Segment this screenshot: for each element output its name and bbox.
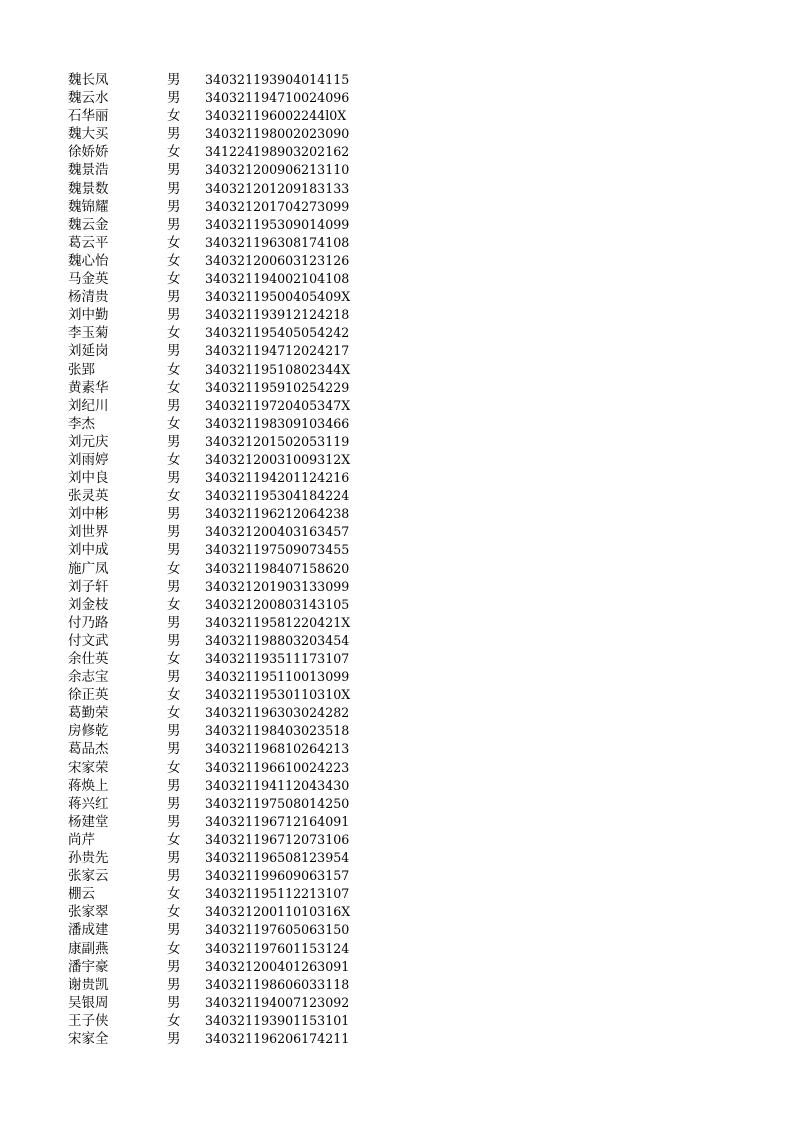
id-number: 340321193901153101 (205, 1012, 350, 1028)
person-gender: 女 (167, 108, 181, 125)
person-name: 魏景浩 (68, 162, 109, 179)
id-number: 340321196712164091 (205, 813, 350, 829)
person-name: 谢贵凯 (68, 976, 109, 993)
person-gender: 男 (167, 741, 181, 758)
id-number: 340321195309014099 (205, 216, 350, 232)
id-number: 340321200803143105 (205, 596, 350, 612)
table-row (0, 795, 793, 813)
person-name: 付乃路 (68, 614, 109, 631)
table-row (0, 487, 793, 505)
person-gender: 男 (167, 506, 181, 523)
id-number: 340321194712024217 (205, 343, 350, 359)
person-name: 徐娇娇 (68, 144, 109, 161)
person-gender: 男 (167, 126, 181, 143)
table-row (0, 71, 793, 89)
person-name: 葛勤荣 (68, 705, 109, 722)
id-number: 340321195910254229 (205, 379, 350, 395)
person-name: 魏景数 (68, 180, 109, 197)
person-gender: 男 (167, 180, 181, 197)
id-number: 340321196508123954 (205, 850, 350, 866)
table-row (0, 1012, 793, 1030)
person-gender: 男 (167, 868, 181, 885)
person-name: 刘中成 (68, 542, 109, 559)
person-name: 付文武 (68, 632, 109, 649)
id-number: 340321201502053119 (205, 433, 350, 449)
table-row (0, 306, 793, 324)
person-name: 宋家荣 (68, 759, 109, 776)
table-row (0, 216, 793, 234)
table-row (0, 252, 793, 270)
person-name: 刘金枝 (68, 596, 109, 613)
person-gender: 男 (167, 1030, 181, 1047)
table-row (0, 903, 793, 921)
id-number: 340321195405054242 (205, 325, 350, 341)
person-gender: 男 (167, 343, 181, 360)
table-row (0, 704, 793, 722)
person-gender: 女 (167, 886, 181, 903)
table-row (0, 379, 793, 397)
table-row (0, 125, 793, 143)
person-name: 刘中良 (68, 470, 109, 487)
person-gender: 女 (167, 144, 181, 161)
person-name: 魏云水 (68, 90, 109, 107)
id-number: 34032119510802344X (205, 361, 351, 377)
table-row (0, 668, 793, 686)
roster-table (0, 71, 793, 1048)
person-gender: 女 (167, 234, 181, 251)
person-gender: 男 (167, 850, 181, 867)
person-gender: 男 (167, 470, 181, 487)
person-gender: 男 (167, 162, 181, 179)
person-name: 刘世界 (68, 524, 109, 541)
id-number: 340321198309103466 (205, 415, 350, 431)
person-name: 李杰 (68, 415, 95, 432)
person-name: 尚芹 (68, 831, 95, 848)
table-row (0, 288, 793, 306)
person-name: 葛品杰 (68, 741, 109, 758)
person-gender: 女 (167, 325, 181, 342)
person-gender: 女 (167, 488, 181, 505)
table-row (0, 722, 793, 740)
table-row (0, 505, 793, 523)
person-gender: 女 (167, 831, 181, 848)
table-row (0, 867, 793, 885)
person-gender: 男 (167, 669, 181, 686)
id-number: 340321198606033118 (205, 976, 350, 992)
id-number: 34032120011010316X (205, 904, 351, 920)
person-name: 石华丽 (68, 108, 109, 125)
person-gender: 男 (167, 994, 181, 1011)
id-number: 340321195112213107 (205, 886, 350, 902)
table-row (0, 324, 793, 342)
person-name: 张郢 (68, 361, 95, 378)
table-row (0, 560, 793, 578)
id-number: 34032119720405347X (205, 397, 351, 413)
person-name: 刘元庆 (68, 433, 109, 450)
person-name: 蒋兴红 (68, 795, 109, 812)
person-gender: 男 (167, 307, 181, 324)
table-row (0, 849, 793, 867)
person-gender: 男 (167, 976, 181, 993)
person-gender: 男 (167, 632, 181, 649)
person-name: 魏大买 (68, 126, 109, 143)
person-gender: 女 (167, 904, 181, 921)
table-row (0, 415, 793, 433)
person-name: 棚云 (68, 886, 95, 903)
table-row (0, 813, 793, 831)
person-name: 魏长凤 (68, 72, 109, 88)
person-name: 王子侠 (68, 1012, 109, 1029)
id-number: 340321196212064238 (205, 506, 350, 522)
table-row (0, 994, 793, 1012)
id-number: 340321198002023090 (205, 126, 350, 142)
person-name: 宋家全 (68, 1030, 109, 1047)
person-gender: 男 (167, 433, 181, 450)
table-row (0, 1030, 793, 1048)
table-row (0, 596, 793, 614)
id-number: 340321196712073106 (205, 831, 350, 847)
person-name: 蒋焕上 (68, 777, 109, 794)
table-row (0, 976, 793, 994)
id-number: 340321193912124218 (205, 307, 350, 323)
table-row (0, 89, 793, 107)
person-gender: 女 (167, 1012, 181, 1029)
table-row (0, 740, 793, 758)
person-gender: 男 (167, 578, 181, 595)
table-row (0, 180, 793, 198)
table-row (0, 107, 793, 125)
id-number: 340321197605063150 (205, 922, 350, 938)
person-gender: 女 (167, 451, 181, 468)
table-row (0, 397, 793, 415)
person-name: 杨清贵 (68, 289, 109, 306)
id-number: 340321194007123092 (205, 994, 350, 1010)
table-row (0, 143, 793, 161)
id-number: 340321194710024096 (205, 90, 350, 106)
table-row (0, 614, 793, 632)
person-name: 潘宇豪 (68, 958, 109, 975)
person-gender: 男 (167, 216, 181, 233)
table-row (0, 161, 793, 179)
person-name: 黄素华 (68, 379, 109, 396)
table-row (0, 831, 793, 849)
person-name: 刘雨婷 (68, 451, 109, 468)
id-number: 340321198403023518 (205, 723, 350, 739)
person-gender: 男 (167, 397, 181, 414)
id-number: 340321199609063157 (205, 868, 350, 884)
person-gender: 男 (167, 958, 181, 975)
id-number: 340321197508014250 (205, 795, 350, 811)
person-name: 张灵英 (68, 488, 109, 505)
person-gender: 男 (167, 614, 181, 631)
person-gender: 女 (167, 687, 181, 704)
person-gender: 女 (167, 759, 181, 776)
table-row (0, 921, 793, 939)
id-number: 34032120031009312X (205, 451, 351, 467)
person-gender: 男 (167, 777, 181, 794)
table-row (0, 759, 793, 777)
id-number: 340321200906213110 (205, 162, 350, 178)
id-number: 340321198407158620 (205, 560, 350, 576)
person-gender: 男 (167, 72, 181, 88)
table-row (0, 433, 793, 451)
table-row (0, 451, 793, 469)
table-row (0, 541, 793, 559)
id-number: 340321196308174108 (205, 234, 350, 250)
id-number: 340321193511173107 (205, 651, 350, 666)
person-name: 余仕英 (68, 651, 109, 667)
table-row (0, 198, 793, 216)
id-number: 340321196002244l0X (205, 108, 347, 124)
person-gender: 男 (167, 524, 181, 541)
person-name: 张家翠 (68, 904, 109, 921)
id-number: 340321200401263091 (205, 958, 350, 974)
table-row (0, 469, 793, 487)
person-name: 刘子轩 (68, 578, 109, 595)
person-gender: 男 (167, 198, 181, 215)
person-name: 马金英 (68, 271, 109, 288)
table-row (0, 777, 793, 795)
person-gender: 男 (167, 542, 181, 559)
table-row (0, 885, 793, 903)
id-number: 34032119581220421X (205, 614, 351, 630)
table-row (0, 234, 793, 252)
id-number: 340321194002104108 (205, 271, 350, 287)
table-row (0, 940, 793, 958)
person-name: 吴银周 (68, 994, 109, 1011)
table-row (0, 650, 793, 668)
id-number: 340321196810264213 (205, 741, 350, 757)
id-number: 340321196303024282 (205, 705, 350, 721)
person-gender: 女 (167, 705, 181, 722)
id-number: 34032119530110310X (205, 687, 351, 703)
table-row (0, 270, 793, 288)
person-gender: 男 (167, 723, 181, 740)
id-number: 340321196206174211 (205, 1030, 350, 1046)
person-gender: 女 (167, 361, 181, 378)
person-name: 康副燕 (68, 940, 109, 957)
person-gender: 女 (167, 415, 181, 432)
person-name: 房修乾 (68, 723, 109, 740)
table-row (0, 342, 793, 360)
table-row (0, 578, 793, 596)
person-gender: 男 (167, 795, 181, 812)
person-name: 张家云 (68, 868, 109, 885)
person-gender: 女 (167, 940, 181, 957)
id-number: 340321197601153124 (205, 940, 350, 956)
person-name: 刘纪川 (68, 397, 109, 414)
id-number: 340321198803203454 (205, 632, 350, 648)
table-row (0, 523, 793, 541)
id-number: 340321193904014115 (205, 72, 350, 87)
id-number: 340321201209183133 (205, 180, 350, 196)
id-number: 340321195304184224 (205, 488, 350, 504)
id-number: 340321201903133099 (205, 578, 350, 594)
person-gender: 女 (167, 560, 181, 577)
person-name: 魏锦耀 (68, 198, 109, 215)
id-number: 340321196610024223 (205, 759, 350, 775)
person-name: 潘成建 (68, 922, 109, 939)
person-gender: 男 (167, 813, 181, 830)
table-row (0, 686, 793, 704)
table-row (0, 632, 793, 650)
id-number: 340321194112043430 (205, 777, 350, 793)
person-name: 刘中勤 (68, 307, 109, 324)
person-gender: 女 (167, 651, 181, 667)
person-gender: 男 (167, 922, 181, 939)
id-number: 34032119500405409X (205, 289, 351, 305)
person-gender: 男 (167, 289, 181, 306)
person-name: 孙贵先 (68, 850, 109, 867)
person-name: 葛云平 (68, 234, 109, 251)
person-name: 刘延岗 (68, 343, 109, 360)
person-gender: 女 (167, 252, 181, 269)
table-row (0, 958, 793, 976)
person-name: 李玉菊 (68, 325, 109, 342)
person-gender: 女 (167, 271, 181, 288)
person-name: 魏心怡 (68, 252, 109, 269)
id-number: 340321195110013099 (205, 669, 350, 685)
id-number: 340321197509073455 (205, 542, 350, 558)
id-number: 341224198903202162 (205, 144, 350, 160)
person-name: 魏云金 (68, 216, 109, 233)
id-number: 340321200403163457 (205, 524, 350, 540)
person-name: 徐正英 (68, 687, 109, 704)
id-number: 340321194201124216 (205, 470, 350, 486)
person-gender: 男 (167, 90, 181, 107)
person-name: 余志宝 (68, 669, 109, 686)
person-gender: 女 (167, 379, 181, 396)
person-gender: 女 (167, 596, 181, 613)
id-number: 340321201704273099 (205, 198, 350, 214)
person-name: 施广凤 (68, 560, 109, 577)
person-name: 刘中彬 (68, 506, 109, 523)
person-name: 杨建堂 (68, 813, 109, 830)
table-row (0, 361, 793, 379)
id-number: 340321200603123126 (205, 252, 350, 268)
